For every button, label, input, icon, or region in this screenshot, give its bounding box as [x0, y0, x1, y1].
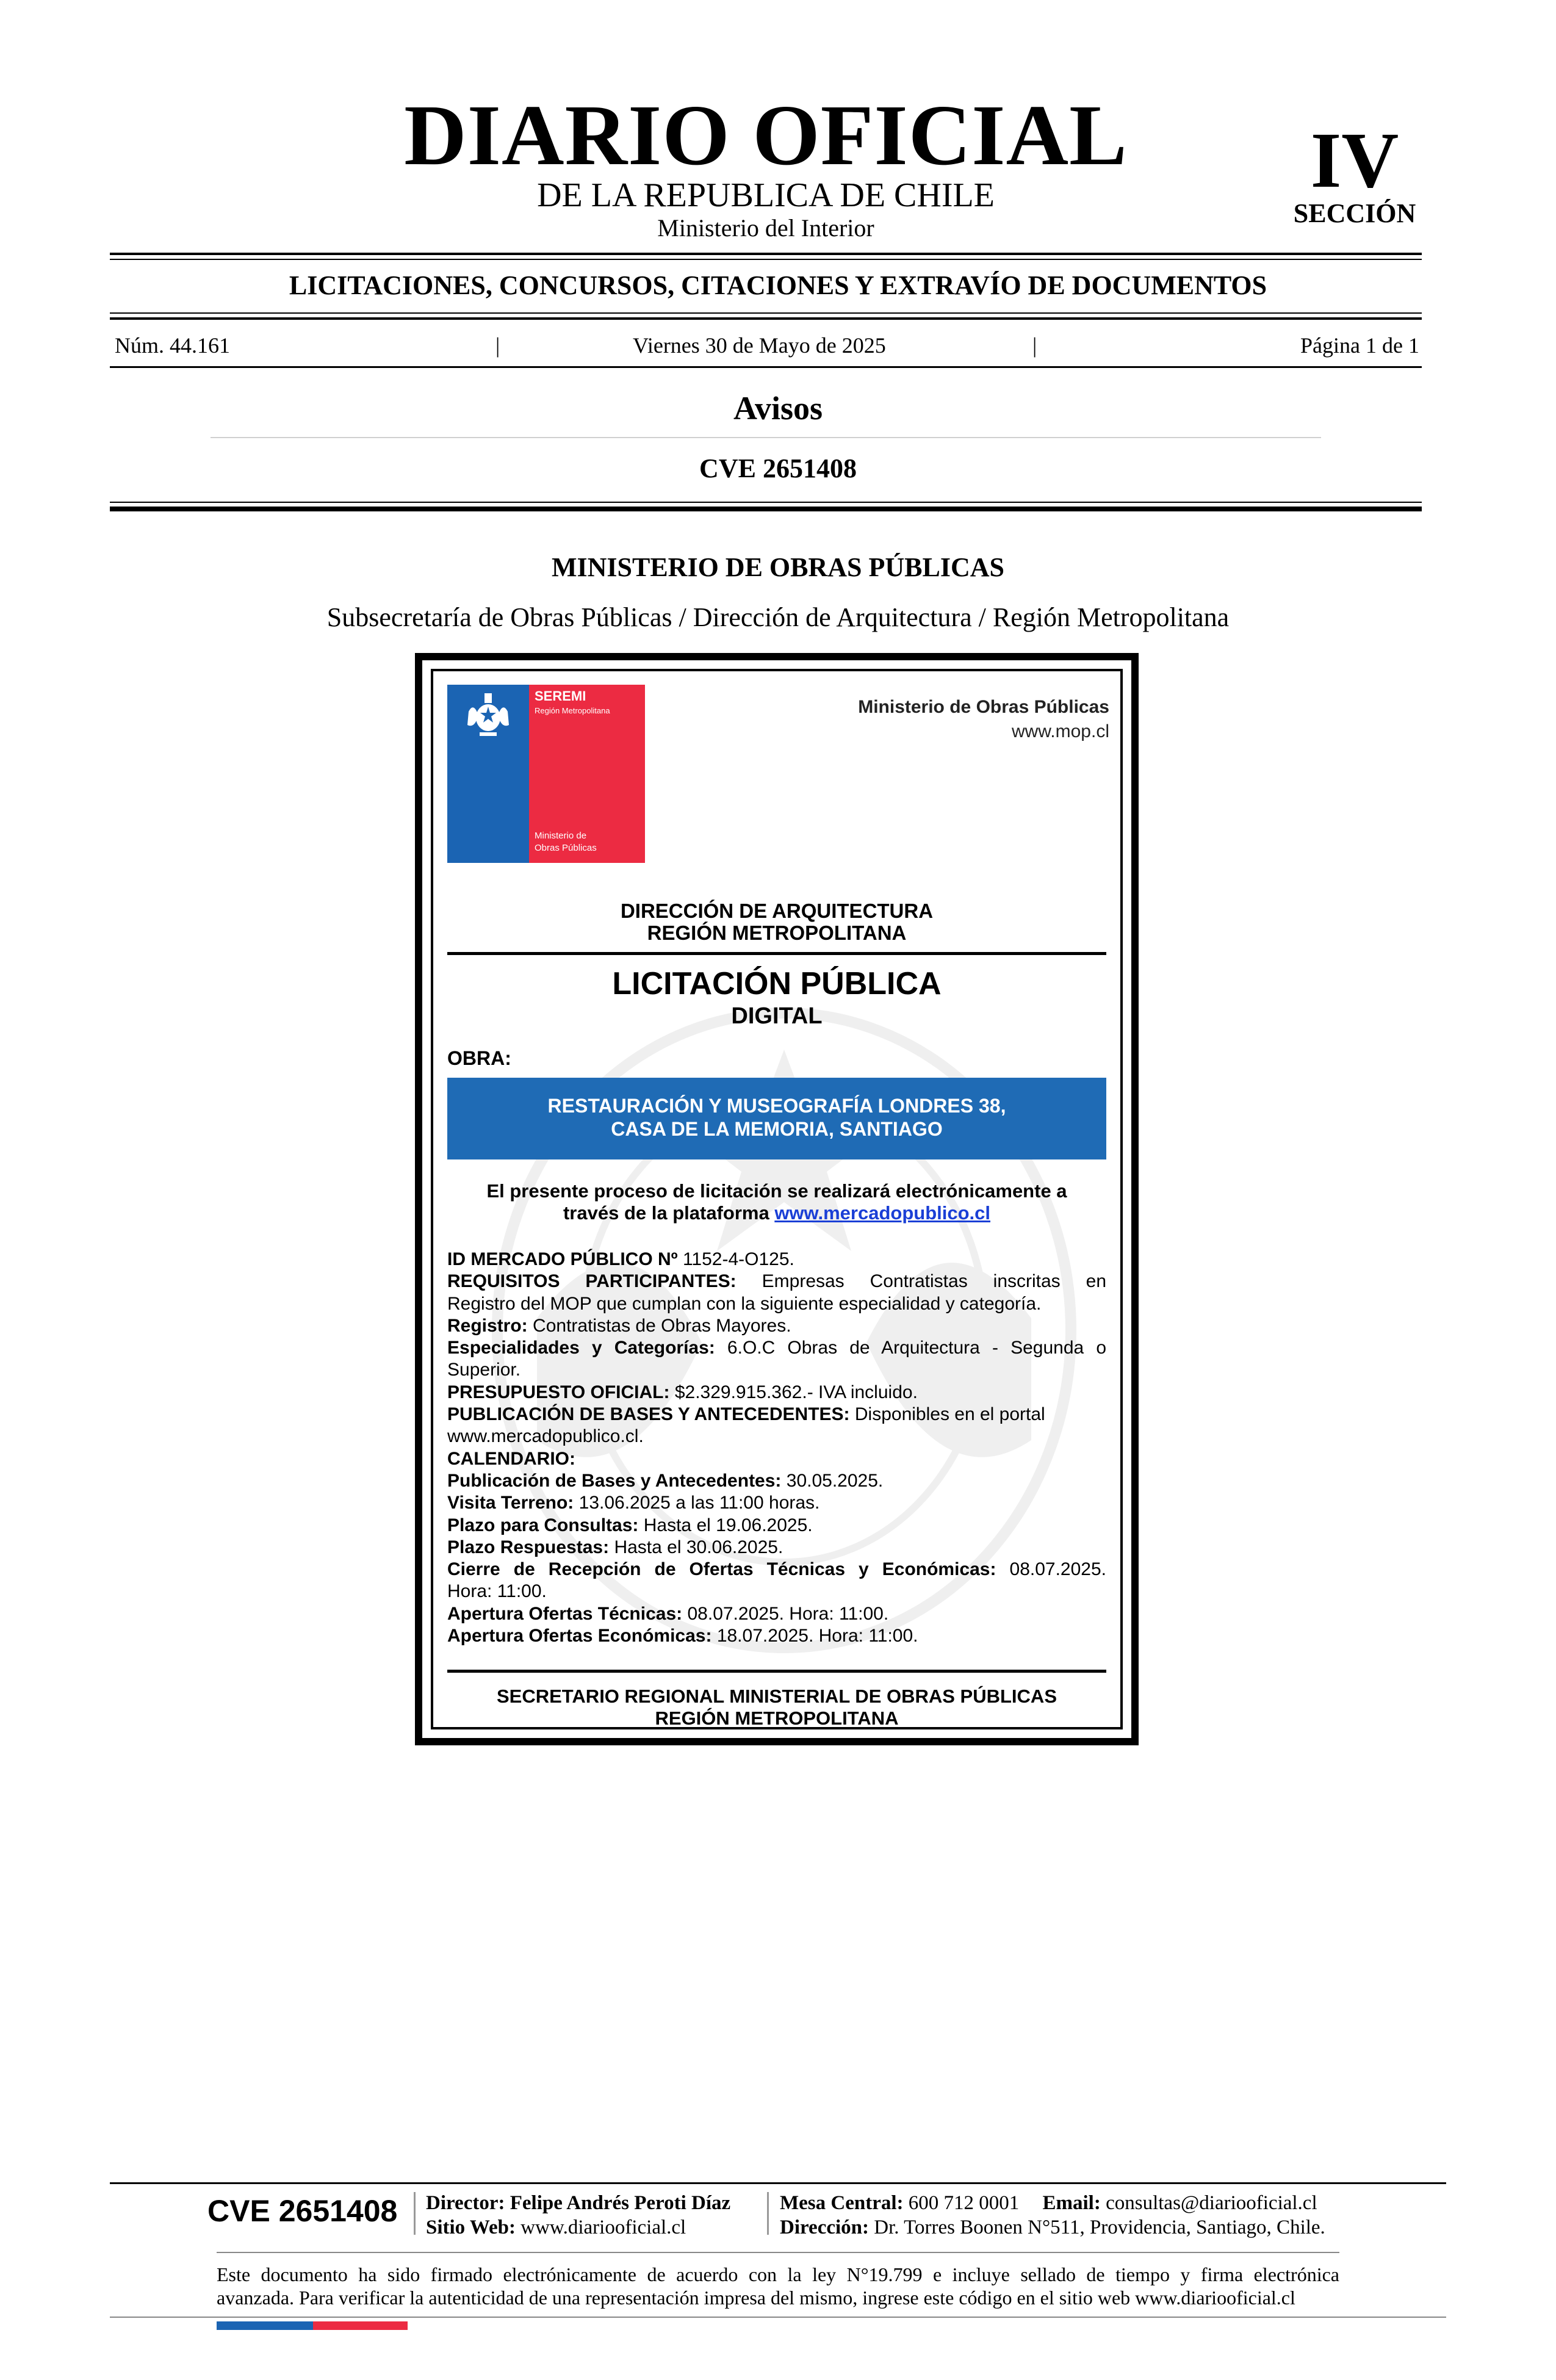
cve-code: CVE 2651408: [699, 453, 857, 483]
footer-address-value: Dr. Torres Boonen N°511, Providencia, Santiago, Chile.: [874, 2216, 1325, 2238]
obra-banner: [447, 1078, 1106, 1159]
cve-rule: [110, 507, 1422, 511]
detail-line: [447, 1404, 1106, 1426]
info-rule: [110, 366, 1422, 368]
footer-website: [426, 2218, 686, 2238]
mercadopublico-link[interactable]: www.mercadopublico.cl: [774, 1202, 991, 1224]
detail-label: Visita Terreno:: [447, 1493, 574, 1513]
section-number: IV: [1310, 117, 1399, 204]
issue-date: Viernes 30 de Mayo de 2025: [633, 333, 886, 358]
footer-rule-top: [110, 2182, 1446, 2184]
logo-seremi-text: SEREMI: [535, 688, 586, 704]
direccion-heading: DIRECCIÓN DE ARQUITECTURA: [620, 900, 934, 922]
issue-separator: |: [1032, 333, 1037, 358]
issue-page: Página 1 de 1: [1300, 333, 1419, 358]
footer-web-link[interactable]: www.diariooficial.cl: [520, 2216, 686, 2238]
masthead-subtitle: DE LA REPUBLICA DE CHILE: [537, 176, 995, 214]
details-list: [447, 1249, 1106, 1647]
detail-value: 1152-4-O125.: [682, 1249, 794, 1269]
chile-crest-icon: [458, 688, 519, 743]
footer-address-label: Dirección:: [780, 2216, 870, 2238]
detail-line: [447, 1581, 1106, 1603]
masthead-ministry: Ministerio del Interior: [657, 214, 874, 242]
footer-separator: [414, 2192, 416, 2235]
section-label: SECCIÓN: [1293, 198, 1416, 228]
detail-line: [447, 1315, 1106, 1337]
secretario-signature: SECRETARIO REGIONAL MINISTERIAL DE OBRAS PÚBLICAS: [496, 1686, 1057, 1707]
notice-rule: [447, 1670, 1106, 1673]
detail-value: Superior.: [447, 1360, 521, 1380]
detail-label: REQUISITOS PARTICIPANTES:: [447, 1271, 737, 1292]
header-rule-top: [110, 253, 1422, 255]
detail-line: [447, 1426, 1106, 1448]
cve-rule-thin: [110, 502, 1422, 503]
masthead-title: DIARIO OFICIAL: [404, 87, 1128, 183]
footer-disclaimer-line: Este documento ha sido firmado electrónicamente de acuerdo con la ley N°19.799 e incluye sellado de tiempo y firma electrónica: [217, 2263, 1339, 2285]
footer-flag-red: [313, 2321, 408, 2330]
footer-flag-blue: [217, 2321, 313, 2330]
logo-region-text: Región Metropolitana: [535, 706, 610, 715]
detail-line: [447, 1337, 1106, 1359]
detail-value: 30.05.2025.: [786, 1470, 884, 1491]
detail-label: ID MERCADO PÚBLICO Nº: [447, 1249, 678, 1269]
detail-value: 6.O.C Obras de Arquitectura - Segunda o: [727, 1338, 1107, 1358]
detail-line: [447, 1492, 1106, 1514]
footer-mesa-label: Mesa Central:: [780, 2192, 904, 2214]
footer-rule-mid: [217, 2252, 1339, 2253]
footer-address: [780, 2218, 1325, 2238]
mop-name: Ministerio de Obras Públicas: [858, 697, 1109, 717]
detail-value: Hora: 11:00.: [447, 1581, 547, 1602]
category-rule-thin: [110, 312, 1422, 314]
footer-director: [426, 2193, 730, 2213]
detail-label: Registro:: [447, 1315, 528, 1336]
detail-label: Apertura Ofertas Económicas:: [447, 1626, 712, 1646]
detail-value: 08.07.2025. Hora: 11:00.: [687, 1603, 889, 1624]
footer-email-label: Email:: [1042, 2192, 1101, 2214]
detail-line: [447, 1293, 1106, 1315]
detail-line: [447, 1382, 1106, 1404]
detail-line: [447, 1470, 1106, 1492]
footer-director-name: Felipe Andrés Peroti Díaz: [510, 2192, 731, 2214]
issue-separator: |: [495, 333, 500, 358]
footer-disclaimer: [217, 2263, 1339, 2309]
issue-number: Núm. 44.161: [115, 333, 230, 358]
detail-value: Empresas Contratistas inscritas en: [762, 1271, 1107, 1292]
licitacion-title: LICITACIÓN PÚBLICA: [612, 966, 942, 1001]
detail-line: [447, 1359, 1106, 1381]
section-heading: Avisos: [733, 390, 823, 427]
detail-line: [447, 1448, 1106, 1470]
detail-label: PUBLICACIÓN DE BASES Y ANTECEDENTES:: [447, 1404, 850, 1425]
intro-text: El presente proceso de licitación se realizará electrónicamente a: [486, 1180, 1067, 1202]
detail-line: [447, 1271, 1106, 1293]
logo-ministerio-text: Obras Públicas: [535, 843, 597, 853]
intro-text: [433, 1203, 1120, 1222]
footer-director-label: Director:: [426, 2192, 505, 2214]
obra-title: RESTAURACIÓN Y MUSEOGRAFÍA LONDRES 38,: [547, 1095, 1006, 1117]
detail-label: CALENDARIO:: [447, 1448, 575, 1469]
footer-separator: [767, 2192, 769, 2235]
detail-value: Registro del MOP que cumplan con la siguiente especialidad y categoría.: [447, 1293, 1042, 1314]
obra-label: OBRA:: [447, 1047, 511, 1069]
footer-cve: CVE 2651408: [207, 2194, 398, 2228]
licitacion-subtitle: DIGITAL: [731, 1003, 823, 1029]
detail-line: [447, 1559, 1106, 1581]
detail-line: [447, 1515, 1106, 1537]
detail-line: [447, 1537, 1106, 1559]
mop-website: www.mop.cl: [1011, 721, 1109, 741]
detail-value: 18.07.2025. Hora: 11:00.: [716, 1626, 918, 1646]
secretario-region: REGIÓN METROPOLITANA: [655, 1707, 899, 1729]
detail-line: [447, 1603, 1106, 1625]
detail-value: Hasta el 19.06.2025.: [643, 1515, 813, 1535]
category-heading: LICITACIONES, CONCURSOS, CITACIONES Y EXTRAVÍO DE DOCUMENTOS: [289, 270, 1267, 300]
footer-email-link[interactable]: consultas@diariooficial.cl: [1106, 2192, 1317, 2214]
footer-contact: [780, 2193, 1317, 2213]
footer-rule-bottom: [110, 2317, 1446, 2318]
notice-rule: [447, 952, 1106, 955]
obra-title: CASA DE LA MEMORIA, SANTIAGO: [611, 1118, 943, 1140]
detail-value: $2.329.915.362.- IVA incluido.: [674, 1382, 918, 1402]
intro-text-prefix: través de la plataforma: [563, 1202, 769, 1224]
footer-mesa-value: 600 712 0001: [908, 2192, 1020, 2214]
detail-value: Hasta el 30.06.2025.: [614, 1537, 783, 1557]
detail-value: www.mercadopublico.cl.: [447, 1426, 644, 1447]
footer-disclaimer-line: avanzada. Para verificar la autenticidad de una representación impresa del mismo, ingrese este código en el sitio web www.diariooficial.cl: [217, 2287, 1295, 2309]
subsecretaria-line: Subsecretaría de Obras Públicas / Dirección de Arquitectura / Región Metropolitana: [326, 602, 1230, 632]
detail-label: Plazo Respuestas:: [447, 1537, 610, 1557]
detail-line: [447, 1249, 1106, 1271]
detail-label: Plazo para Consultas:: [447, 1515, 639, 1535]
detail-label: Especialidades y Categorías:: [447, 1338, 715, 1358]
category-rule: [110, 317, 1422, 320]
detail-value: 13.06.2025 a las 11:00 horas.: [578, 1493, 820, 1513]
detail-line: [447, 1625, 1106, 1647]
notice-inner-frame: [431, 669, 1123, 1729]
detail-value: Contratistas de Obras Mayores.: [533, 1315, 791, 1336]
logo-ministerio-text: Ministerio de: [535, 831, 587, 841]
detail-label: Publicación de Bases y Antecedentes:: [447, 1470, 782, 1491]
notice-box: [415, 653, 1139, 1745]
detail-label: PRESUPUESTO OFICIAL:: [447, 1382, 670, 1402]
detail-label: Cierre de Recepción de Ofertas Técnicas y Económicas:: [447, 1559, 996, 1580]
avisos-rule: [211, 437, 1321, 438]
footer-web-label: Sitio Web:: [426, 2216, 516, 2238]
header-rule-top-thin: [110, 259, 1422, 260]
detail-value: Disponibles en el portal: [854, 1404, 1045, 1425]
detail-value: 08.07.2025.: [1009, 1559, 1106, 1580]
detail-label: Apertura Ofertas Técnicas:: [447, 1603, 683, 1624]
ministry-heading: MINISTERIO DE OBRAS PÚBLICAS: [551, 552, 1005, 582]
direccion-region: REGIÓN METROPOLITANA: [647, 921, 907, 944]
